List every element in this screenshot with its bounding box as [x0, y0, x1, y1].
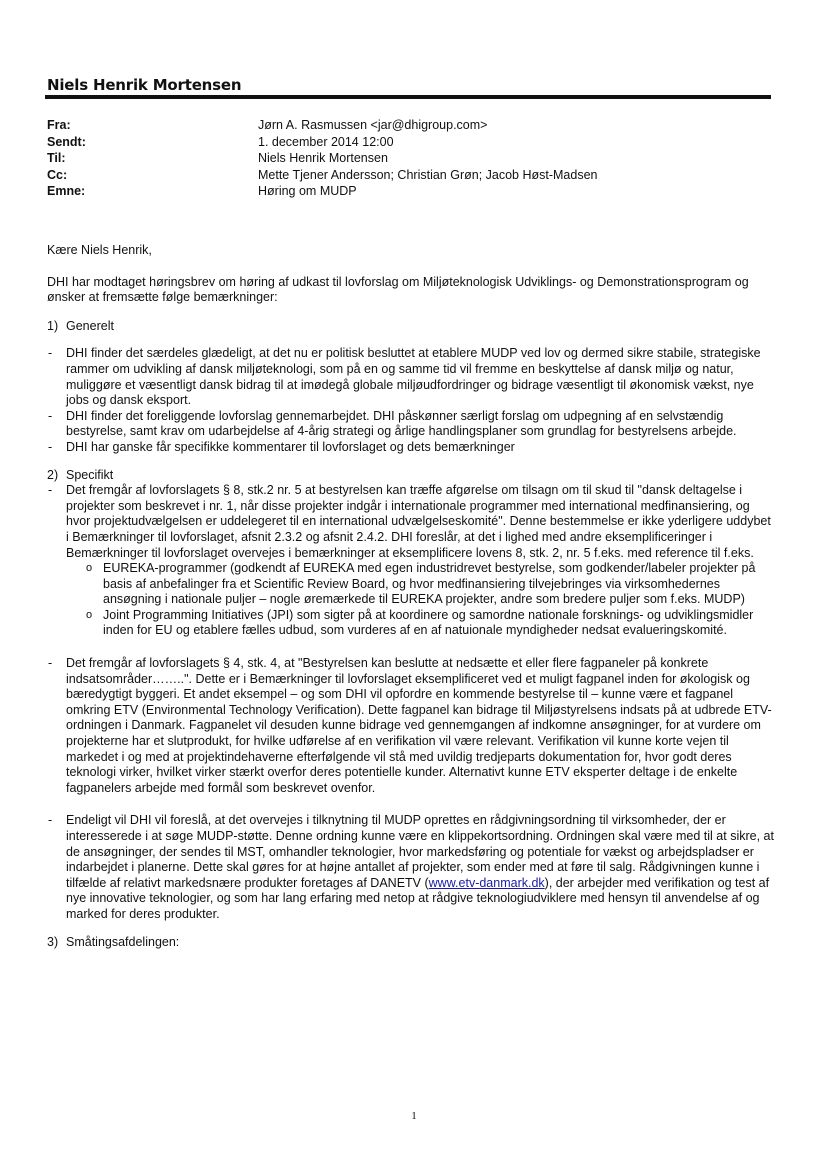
from-value: Jørn A. Rasmussen <jar@dhigroup.com> — [258, 118, 488, 132]
dash-bullet: - — [48, 813, 53, 828]
section-1-item-text: DHI finder det foreliggende lovforslag gennemarbejdet. DHI påskønner særligt forslag om udpegning af en selvstændig bestyrelse, samt krav om udarbejdelse af 4-årig strategi og årlige handlingsplaner som grundlag for bestyrelsens arbejde. — [66, 408, 737, 439]
section-1-number: 1) — [47, 318, 59, 333]
section-2-subitem — [47, 608, 777, 639]
dash-bullet: - — [48, 656, 53, 671]
section-1-item — [47, 440, 777, 456]
circle-bullet-icon: o — [86, 562, 93, 575]
page-number: 1 — [411, 1110, 417, 1122]
section-1-heading — [47, 319, 777, 335]
from-label: Fra: — [47, 118, 71, 132]
section-3-heading — [47, 935, 777, 951]
section-2-item — [47, 813, 777, 922]
section-1-item-text: DHI har ganske får specifikke kommentarer til lovforslaget og dets bemærkninger — [66, 439, 515, 454]
to-value: Niels Henrik Mortensen — [258, 151, 388, 165]
cc-label: Cc: — [47, 167, 68, 182]
section-1-item-text: DHI finder det særdeles glædeligt, at det nu er politisk besluttet at etablere MUDP ved lov og dermed sikre stabile, strategiske rammer om udvikling af dansk miljøteknologi, som på en og samme tid vil fremme en beskyttelse af dansk miljø og natur, muliggøre et væsentligt dansk bidrag til at imødegå globale miljøudfordringer og bidrage væsentligt til økonomisk vækst, nye jobs og dansk eksport. — [66, 346, 761, 408]
heading-rule — [45, 95, 771, 99]
sender-name-heading: Niels Henrik Mortensen — [47, 76, 242, 94]
section-1-title: Generelt — [66, 318, 114, 333]
section-3-title: Småtingsafdelingen: — [66, 934, 180, 949]
section-2-item-text-b: ), der arbejder med verifikation og test af nye innovative teknologier, og som har lang erfaring med netop at rådgive teknologiudviklere med hensyn til anvendelse af og marked for deres produkter. — [66, 875, 770, 921]
section-2-title: Specifikt — [66, 467, 114, 482]
section-2-item — [47, 483, 777, 561]
section-2-item-text-a: Endeligt vil DHI vil foreslå, at det overvejes i tilknytning til MUDP oprettes en rådgivningsordning til virksomheder, der er interesserede i at søge MUDP-støtte. Denne ordning kunne være en klippekortsordning. Ordningen skal være med til at sikre, at de ansøgninger, der sendes til MST, omhandler teknologier, hvor markedsføring og potentiale for vækst og arbejdspladser er indarbejdet i planerne. Dette skal gøres for at højne antallet af projekter, som ender med at føre til salg. Rådgivningen kunne i tilfælde af relativt markedsnære produkter foretages af DANETV ( — [66, 813, 774, 890]
section-2-item — [47, 656, 777, 796]
sent-label: Sendt: — [47, 134, 86, 149]
section-2-number: 2) — [47, 467, 59, 482]
section-2-item-text: Det fremgår af lovforslagets § 4, stk. 4, at "Bestyrelsen kan beslutte at nedsætte et eller flere fagpaneler på konkrete indsatsområder……..". Dette er i Bemærkninger til lovforslaget eksemplificeret ved et muligt fagpanel inden for økologisk og bæredygtigt byggeri. Et andet eksempel – og som DHI vil opfordre en kommende bestyrelse til – kunne være et fagpanel omkring ETV (Environmental Technology Verification). Dette fagpanel kan bidrage til Miljøstyrelsens indsats på at udbrede ETV-ordningen i Danmark. Fagpanelet vil desuden kunne bidrage ved gennemgangen af indkomne ansøgninger, for at vurdere om projekterne har et slutprodukt, for hvilke udførelse af en verifikation vil være relevant. Verifikation vil kunne korte vejen til markedet i og med at projektindehaverne efterfølgende vil stå med uvildig tredjeparts dokumentation for, hvor godt deres teknologi virker, hvilket virker stærkt overfor deres potentielle kunder. Alternativt kunne ETV eksperter deltage i de enkelte fagpanelers arbejde med formål som beskrevet ovenfor. — [66, 656, 772, 795]
sent-value: 1. december 2014 12:00 — [258, 134, 394, 149]
to-label: Til: — [47, 151, 66, 165]
cc-value: Mette Tjener Andersson; Christian Grøn; Jacob Høst-Madsen — [258, 167, 598, 182]
section-2-item-text: Det fremgår af lovforslagets § 8, stk.2 nr. 5 at bestyrelsen kan træffe afgørelse om tilsagn om til skud til "dansk deltagelse i projekter som beskrevet i nr. 1, når disse projekter indgår i internationale programmer med international medfinansiering, og hvor projektudvælgelsen er uddelegeret til en international udvælgelseskomité". Denne bestemmelse er ikke yderligere uddybet i Bemærkninger til lovforslaget, afsnit 2.3.2 og afsnit 2.4.2. DHI foreslår, at det i lighed med andre eksemplificeringer i Bemærkninger til lovforslaget overvejes i bemærkninger at eksemplificere lovens 8, stk. 2, nr. 5 f.eks. med reference til f.eks. — [66, 483, 771, 560]
dash-bullet: - — [48, 408, 53, 423]
salutation: Kære Niels Henrik, — [47, 243, 152, 257]
section-2-heading — [47, 468, 777, 484]
header-values — [258, 117, 598, 200]
subject-value: Høring om MUDP — [258, 184, 357, 198]
etv-danmark-link[interactable]: www.etv-danmark.dk — [428, 875, 545, 890]
header-labels — [47, 117, 86, 200]
section-2-subitem-text: Joint Programming Initiatives (JPI) som sigter på at koordinere og samordne nationale forsknings- og udviklingsmidler inden for EU og etablere fælles udbud, som vurderes af en af natuionale myndigheder nedsat evalueringskomité. — [103, 607, 754, 638]
circle-bullet-icon: o — [86, 608, 93, 621]
section-3-number: 3) — [47, 934, 59, 949]
intro-paragraph: DHI har modtaget høringsbrev om høring af udkast til lovforslag om Miljøteknologisk Udviklings- og Demonstrationsprogram og ønsker at fremsætte følge bemærkninger: — [47, 274, 749, 305]
section-2-subitem — [47, 561, 777, 608]
dash-bullet: - — [48, 483, 53, 498]
section-1-item — [47, 346, 777, 408]
subject-label: Emne: — [47, 184, 86, 198]
dash-bullet: - — [48, 439, 53, 454]
section-1-item — [47, 409, 777, 440]
letter-body — [47, 243, 777, 950]
dash-bullet: - — [48, 346, 53, 361]
section-2-subitem-text: EUREKA-programmer (godkendt af EUREKA med egen industridrevet bestyrelse, som godkender/labeler projekter på basis af anbefalinger fra et Scientific Review Board, og hvor medfinansiering tilvejebringes via virksomhedernes ansøgning i nationale puljer – nogle øremærkede til EUREKA projekter, andre som bredere puljer som f.eks. MUDP) — [103, 561, 756, 607]
